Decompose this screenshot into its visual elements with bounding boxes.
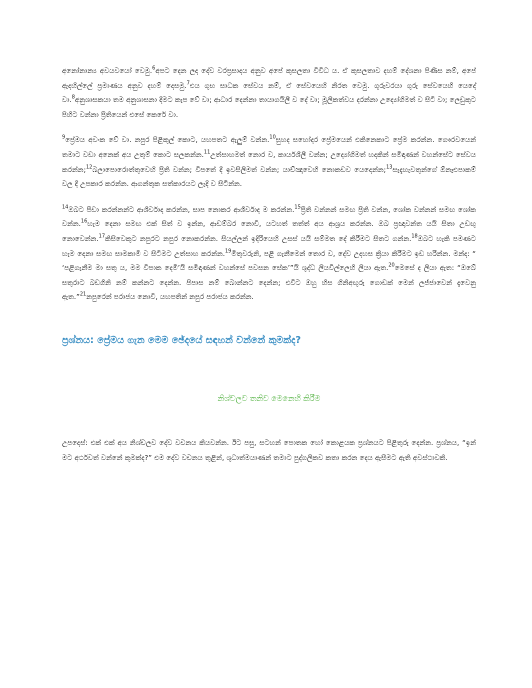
section-heading: නිශ්චලව තනිව මෙනෙහි කිරීම — [217, 393, 321, 403]
verse-number: 20 — [388, 262, 395, 269]
verse-number: 18 — [411, 233, 418, 240]
verse-text: බලාපොරොත්තුවෙහි ප්‍රීති වන්න; විපතේ දී ඉවසිලිමත් වන්න; යාච්ඤාවෙහි නොකඩව යෙදෙන්න; — [92, 164, 387, 174]
passage-paragraph — [62, 64, 476, 122]
verse-number: 12 — [85, 164, 93, 171]
passage-paragraph — [62, 133, 476, 191]
verse-text: අනුශාසකයා තම අනුශාසනා දීමට කැප වේ වා; ආධාර දෙන්නා තායාගයිලී ව දේ වා; මූලිකත්වය දරන්නා උද්‍යෝගිමත් ව සිටී වා; ලෙඩුකුට පිහිට වන්නා ප්‍රීතියෙන් එසේ කෙරේ වා. — [62, 95, 476, 119]
verse-number: 11 — [203, 149, 211, 156]
verse-number: 7 — [186, 80, 190, 87]
verse-number: 19 — [224, 248, 232, 255]
verse-number: 14 — [62, 204, 69, 211]
verse-text: ඔබට පීඩා කරන්නන්ට ආශීර්වාද කරන්න, සාප නොකර ආශීර්වාද ම කරන්න. — [68, 204, 295, 214]
verse-text: උත්සාහමත් නොර ව, කාර්යශීලී වන්න; උද්‍යෝගිමත් හදකින් සමිඳාණන් වහන්සේට සේවය කරන්න; — [62, 149, 476, 174]
verse-text: අනෝනාන්‍ය අවයවයෝ වෙමු. — [62, 66, 153, 75]
verse-text: නපුරෙන් පරාජය නොවී, යහපතින් නපුර පරාජය කරන්න. — [86, 292, 254, 302]
verse-number: 10 — [269, 135, 276, 142]
verse-number: 9 — [62, 135, 66, 142]
verse-number: 6 — [152, 65, 156, 72]
verse-text: හැම දෙනා සමඟ එක් සිත් ව ඉන්න, ආඩම්බර නොවී, යටහත් තත්ත් අය ආශ්‍රය කරන්න. ඔබ ප්‍රඥාවන්ත යයි සිතා උඩඟු නොවෙන්න. — [62, 219, 476, 243]
verse-text: කිසිවෙකුට නපුරට නපුර නොකරන්න. සියල්ලන් ඉදිරියෙහි උසස් යයි සම්මත දේ කිරීමට සිතට ගන්න. — [105, 233, 412, 243]
discussion-question: ප්‍රශ්නය: ප්‍රේමය ගැන මෙම ඡේදයේ සඳහන් වන්නේ කුමක්ද? — [62, 334, 301, 346]
verse-number: 21 — [79, 291, 87, 298]
verse-text: ඔබට හැකි පමණට හැම දෙනා සමඟ සාමකාමී ව සිටීමට උත්සාහ කරන්න. — [62, 233, 476, 258]
verse-text: ප්‍රීති වන්නන් සමඟ ප්‍රීති වන්න, ශෝක වන්නන් සමඟ ශෝක වන්න. — [62, 204, 476, 229]
verse-text: උපදෙස්: එක් එක් අය නිශ්චලව දේව වචනය කියවන්න. ඊට පසු, සටහන් පොතක හෝ කොළයක ප්‍රශ්නයට පිළිතුරු දෙන්න. ප්‍රශ්නය, “ඉන් මට අර්ථවත් වන්නේ කුමක්ද?” එම දේව වචනය තුළින්, ශුධාත්මයාණන් තමාට පුද්ගලිකව කතා කරන දෙය ඇසීමට ඇති අවස්ථාවකි. — [62, 437, 476, 462]
verse-text: අපට දෙන ලද දේව වරප්‍රසාදය අනුව අපේ කුසලතා විවිධ ය. ඒ කුසලතාව දහම් දේශනා පිණිස නම්, අපේ ඇදහිල්ලේ ප්‍රමාණය අනුව දහම් දෙසමු. — [62, 66, 477, 90]
verse-text: සුහද සහෝදර ප්‍රේමයෙන් එකිනෙකාට ප්‍රේම කරන්න. ගෞරවයෙන් තමාට වඩා අනෙක් අය උතුම් කොට සලකන්න. — [62, 135, 477, 159]
verse-text: ප්‍රේමය අවංක වේ වා. නපුර පිළිකුල් කොට, යහපතට ඇලුම් වන්න. — [65, 135, 270, 145]
verse-number: 8 — [71, 94, 75, 101]
verse-number: 17 — [98, 233, 106, 240]
passage-paragraph — [62, 203, 476, 305]
instructions-paragraph — [62, 436, 476, 465]
verse-text: මිතුවරුනි, පළි ගැනීමෙන් තොර ව, දේව උදහස ක්‍රියා කිරීමට ඉඩ හරින්න. මන්ද: “ ‘පළිගැනීම මා සතු ය, මම විපාක දෙමි’යි සමිඳාණන් වහන්සේ පවසන සේක’”යි ශුද්ධ ලියවිල්ලෙහි ලියා ඇත. — [62, 248, 476, 273]
verse-number: 16 — [80, 218, 88, 225]
verse-number: 15 — [294, 204, 301, 211]
verse-text: මෙසේ ද ලියා ඇත: “ඔබේ සතුරාට බඩගිනි නම් කන්නට දෙන්න. පිපාස නම් බොන්නට දෙන්න; එවිට ඔහු හිස ගිනිඅඟුරු ගොඩක් මෙන් ලජ්ජාවෙන් දැවෙනු ඇත.” — [62, 263, 476, 302]
verse-text: එය ගුභ සාධක සේවය නම්, ඒ සේවයෙහි නිරත වෙමු. ගුරුවරයා ගුරු සේවයෙහි යෙදේ වා. — [62, 80, 476, 105]
scripture-passage — [62, 64, 476, 305]
verse-text: සැදැහැවතුන්ගේ ඕනෑඑපාකම් වල දී උපකාර කරන්න. ආගන්තුක සත්කාරයට ලැදි ව සිටින්න. — [62, 164, 476, 189]
verse-number: 13 — [386, 164, 393, 171]
